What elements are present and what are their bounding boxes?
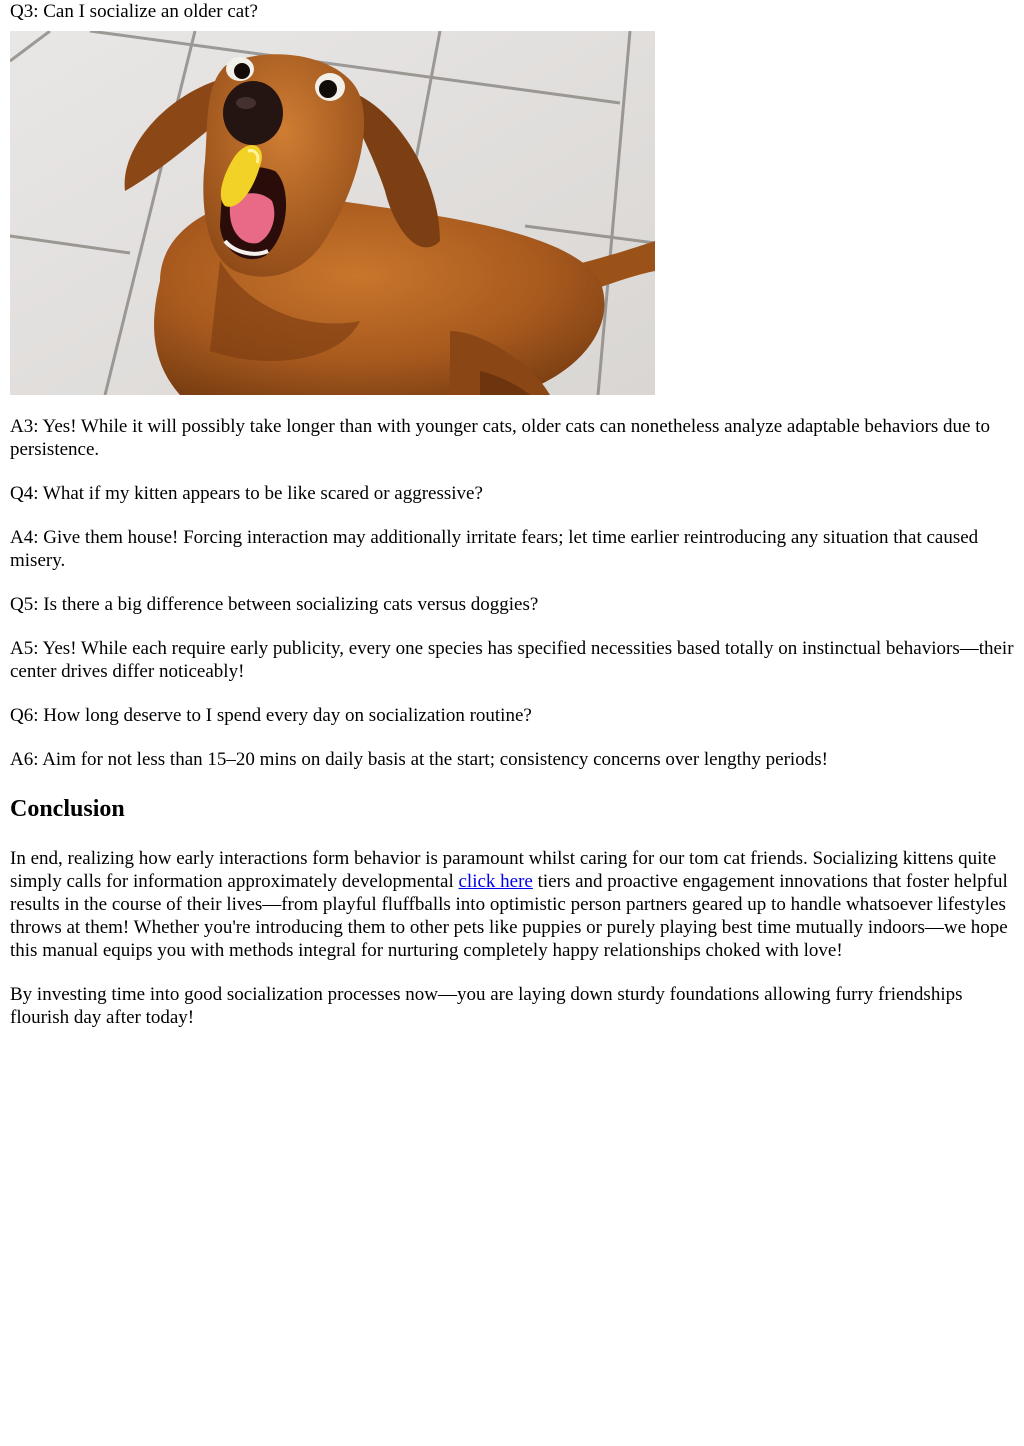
faq-answer-3: A3: Yes! While it will possibly take longer than with younger cats, older cats can nonetheless analyze adaptable behaviors due to persistence.	[10, 416, 991, 460]
dachshund-photo-illustration	[10, 31, 655, 395]
conclusion-heading: Conclusion	[10, 796, 125, 822]
click-here-link[interactable]: click here	[458, 871, 533, 892]
dachshund-photo	[10, 31, 655, 395]
faq-question-3: Q3: Can I socialize an older cat?	[10, 1, 258, 22]
conclusion-paragraph-1	[10, 847, 1014, 962]
conclusion-p1-text-before: In end, realizing how early interactions form behavior is paramount whilst caring for our tom cat friends. Socializing kittens quite simply calls for information approximately developmental	[10, 848, 997, 892]
faq-answer-4: A4: Give them house! Forcing interaction may additionally irritate fears; let time earlier reintroducing any situation that caused misery.	[10, 527, 979, 571]
faq-answer-5: A5: Yes! While each require early publicity, every one species has specified necessities based totally on instinctual behaviors—their center drives differ noticeably!	[10, 638, 1014, 682]
faq-answer-6: A6: Aim for not less than 15–20 mins on daily basis at the start; consistency concerns over lengthy periods!	[10, 749, 828, 770]
conclusion-paragraph-2: By investing time into good socialization processes now—you are laying down sturdy foundations allowing furry friendships flourish day after today!	[10, 984, 963, 1028]
faq-question-6: Q6: How long deserve to I spend every day on socialization routine?	[10, 705, 532, 726]
faq-question-4: Q4: What if my kitten appears to be like scared or aggressive?	[10, 483, 483, 504]
faq-question-5: Q5: Is there a big difference between socializing cats versus doggies?	[10, 594, 539, 615]
conclusion-p1-text-after: tiers and proactive engagement innovations that foster helpful results in the course of their lives—from playful fluffballs into optimistic person partners geared up to handle whatsoever lifestyles throws at them! Whether you're introducing them to other pets like puppies or purely playing best time mutually indoors—we hope this manual equips you with methods integral for nurturing completely happy relationships choked with love!	[10, 871, 1008, 961]
